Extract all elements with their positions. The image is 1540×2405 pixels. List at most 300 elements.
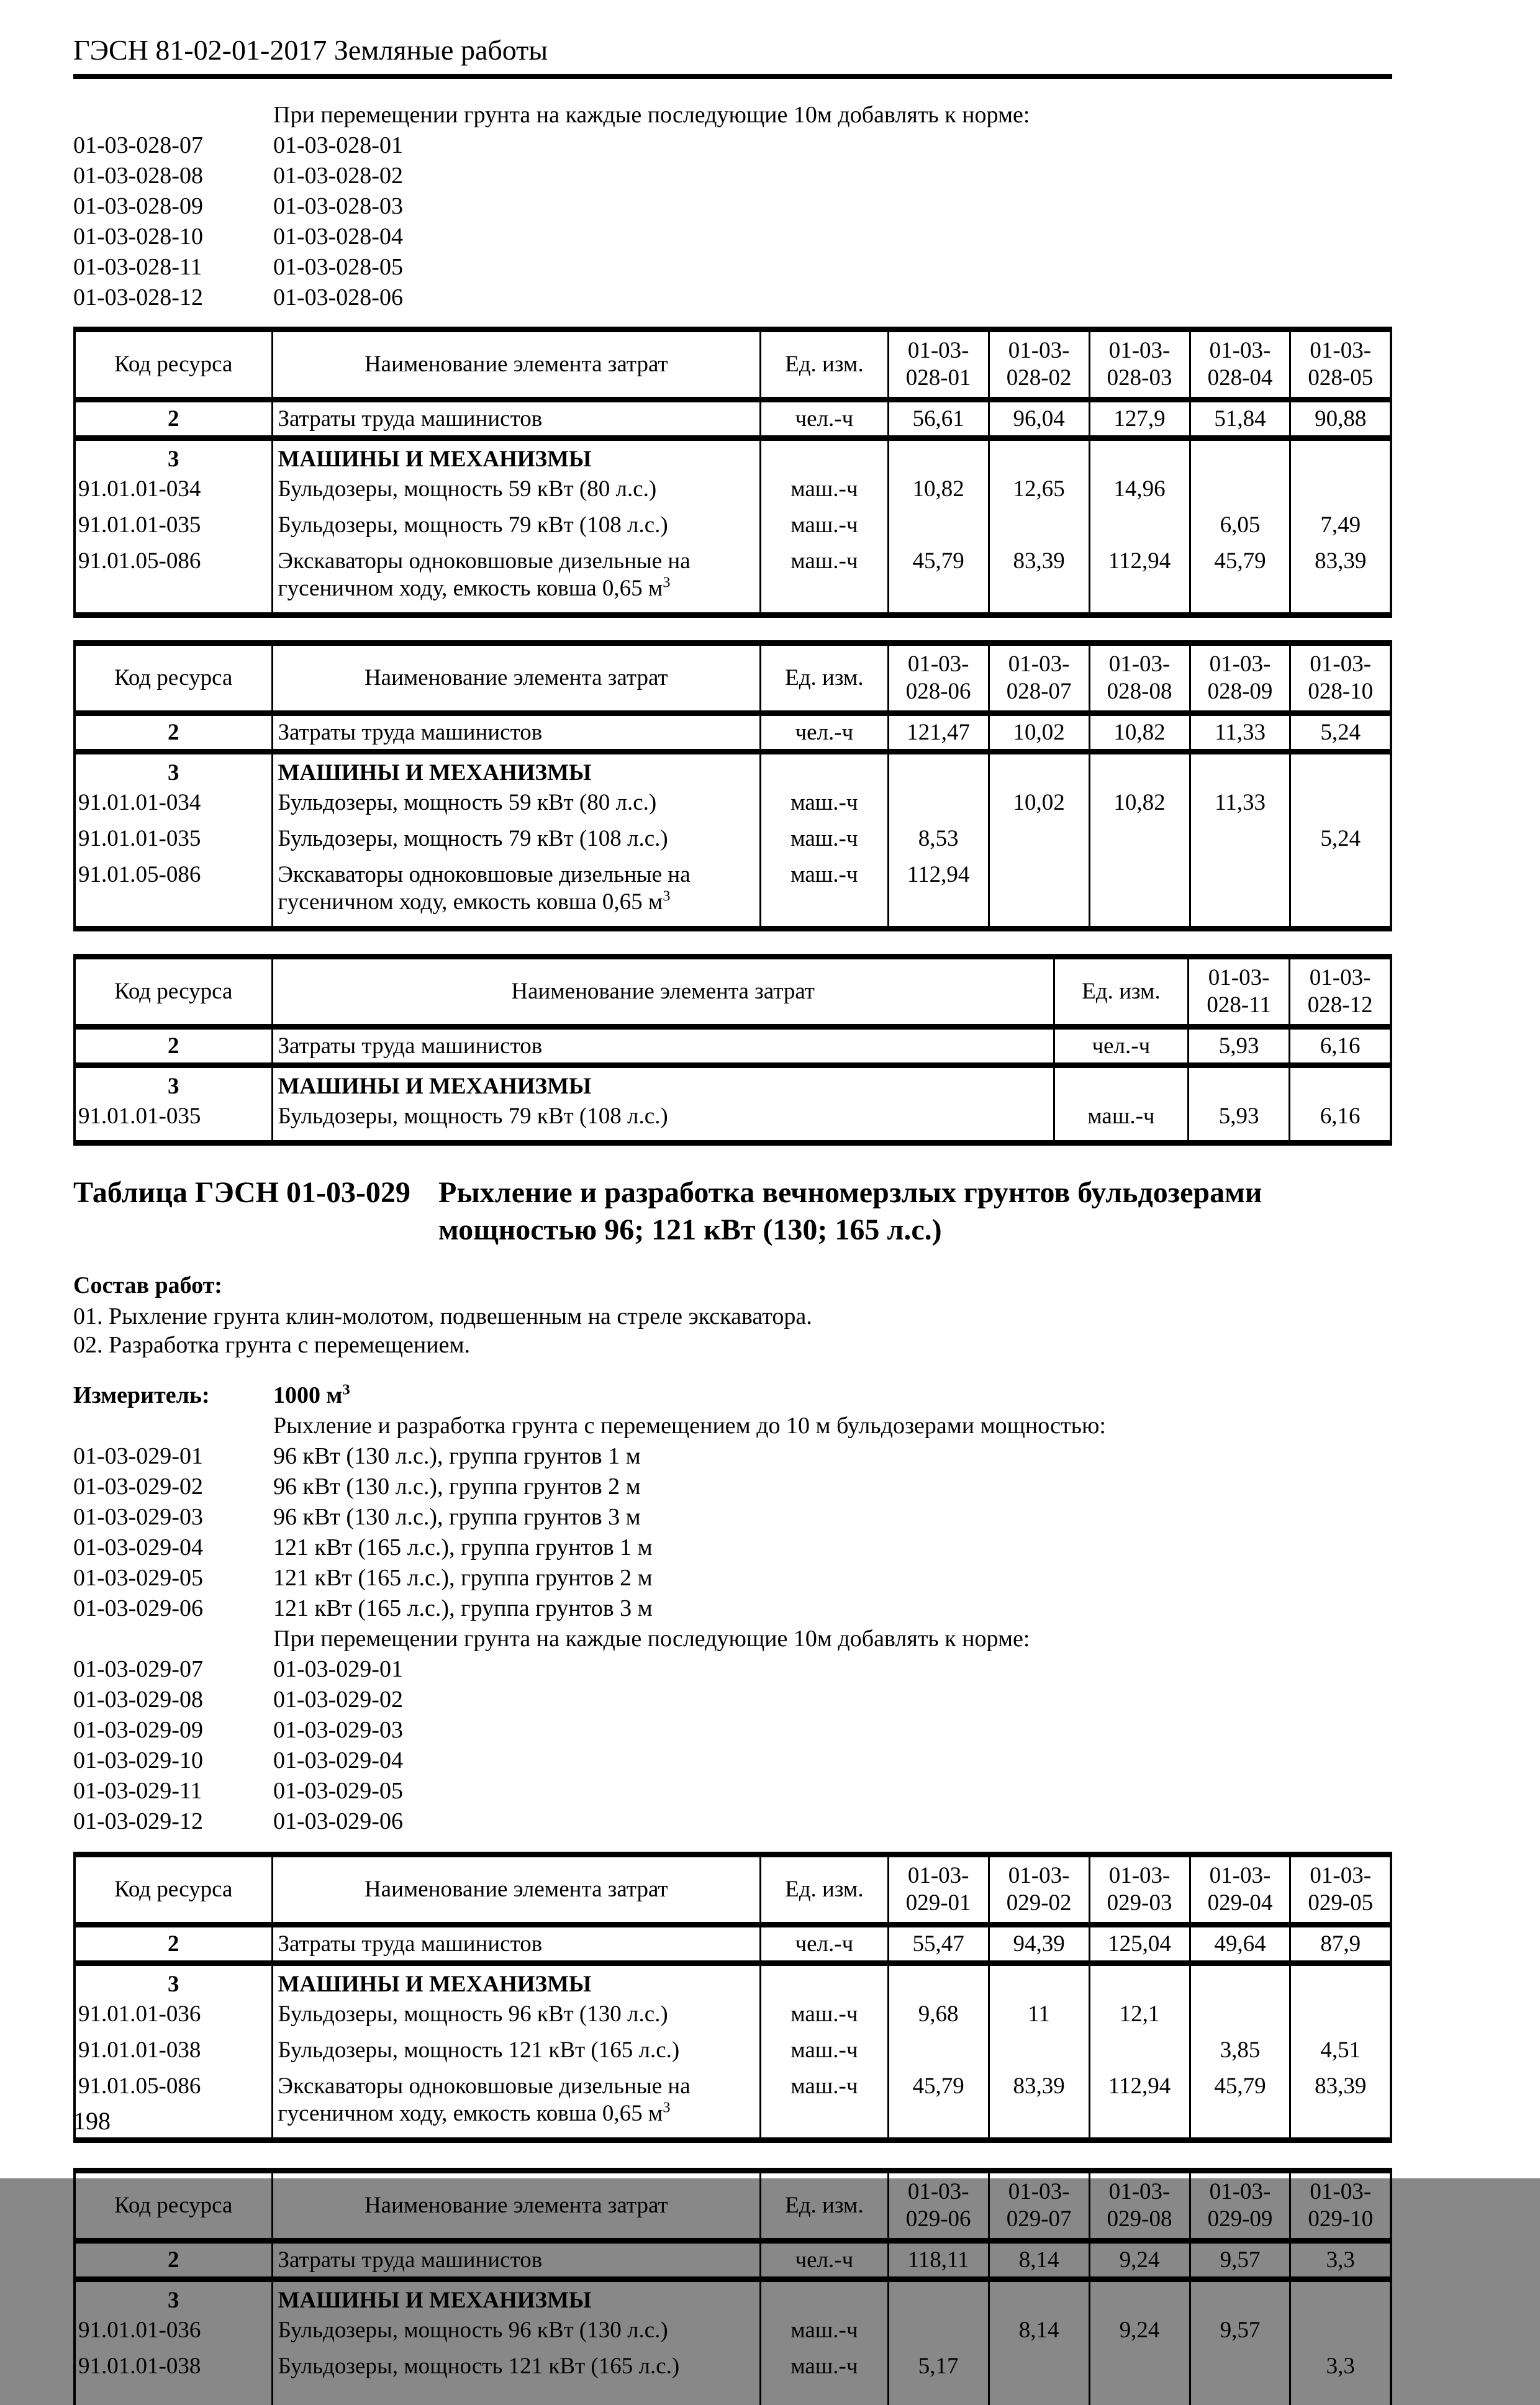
table-029-01-05 xyxy=(73,1852,1392,2143)
norm-code-line: 01-03- xyxy=(1008,651,1070,677)
norm-value xyxy=(1190,823,1290,859)
unit-of-measure xyxy=(761,1963,889,1999)
norm-value: 10,82 xyxy=(888,473,989,509)
norm-value xyxy=(1190,438,1290,474)
pair-desc-right: При перемещении грунта на каждые последующие 10м добавлять к норме: xyxy=(273,1626,1030,1652)
norm-code-line: 029-04 xyxy=(1207,1890,1273,1916)
norm-value: 5,93 xyxy=(1189,1027,1290,1066)
norm-value xyxy=(888,509,989,545)
title-line-1: Рыхление и разработка вечномерзлых грунтов бульдозерами xyxy=(438,1176,1262,1209)
col-header-unit: Ед. изм. xyxy=(1054,957,1188,1027)
unit-of-measure: чел.-ч xyxy=(761,2241,889,2280)
col-header-norm-code xyxy=(1290,1855,1391,1925)
norm-code-line: 029-05 xyxy=(1308,1890,1374,1916)
pair-desc-right: При перемещении грунта на каждые последующие 10м добавлять к норме: xyxy=(273,102,1030,128)
col-header-norm-code xyxy=(1290,643,1391,713)
code-pair-row xyxy=(73,1472,1392,1502)
norm-value: 45,79 xyxy=(1190,545,1290,615)
cost-element-name: МАШИНЫ И МЕХАНИЗМЫ xyxy=(272,2280,761,2315)
section-row xyxy=(75,1066,1391,1101)
unit-of-measure: маш.-ч xyxy=(761,2314,889,2350)
resource-code: 3 xyxy=(75,438,272,474)
code-pair-row xyxy=(73,191,1392,222)
col-header-unit: Ед. изм. xyxy=(761,2171,889,2241)
norm-code-line: 029-10 xyxy=(1308,2206,1374,2232)
norm-value xyxy=(989,2350,1089,2405)
code-pair-row xyxy=(73,1563,1392,1593)
page-number: 198 xyxy=(73,2107,111,2135)
measure-value-text: 1000 м xyxy=(273,1382,343,1408)
col-header-norm-code xyxy=(1290,2171,1391,2241)
norm-value: 3,3 xyxy=(1290,2241,1391,2280)
norm-value xyxy=(888,2034,989,2070)
superscript: 3 xyxy=(663,574,671,591)
cost-element-name: МАШИНЫ И МЕХАНИЗМЫ xyxy=(272,1963,761,1999)
resource-code: 3 xyxy=(75,2280,272,2315)
pair-code-left: 01-03-029-08 xyxy=(73,1687,203,1713)
norm-value xyxy=(1290,1066,1391,1101)
table-029-number: Таблица ГЭСН 01-03-029 xyxy=(73,1176,410,1209)
norm-value xyxy=(1290,473,1391,509)
pair-code-left: 01-03-029-09 xyxy=(73,1717,203,1743)
machine-row xyxy=(75,823,1391,859)
pair-code-left: 01-03-028-08 xyxy=(73,163,203,189)
machine-row xyxy=(75,1100,1391,1143)
unit-of-measure: маш.-ч xyxy=(761,1998,889,2034)
norm-code-line: 01-03- xyxy=(1310,338,1372,363)
pair-code-left: 01-03-029-03 xyxy=(73,1504,203,1530)
norm-code-line: 028-05 xyxy=(1308,365,1374,391)
norm-value: 8,53 xyxy=(888,823,989,859)
col-header-name: Наименование элемента затрат xyxy=(272,643,761,713)
unit-of-measure: чел.-ч xyxy=(1054,1027,1188,1066)
table-029-title xyxy=(438,1174,1392,1249)
table-028-06-10 xyxy=(73,640,1392,931)
pair-desc-right: 01-03-028-03 xyxy=(273,193,403,219)
norm-code-line: 029-03 xyxy=(1107,1890,1172,1916)
machine-row xyxy=(75,1998,1391,2034)
header-rule xyxy=(73,74,1392,79)
unit-of-measure: маш.-ч xyxy=(761,509,889,545)
col-header-norm-code xyxy=(888,1855,989,1925)
col-header-norm-code xyxy=(1089,2171,1190,2241)
norm-code-line: 029-08 xyxy=(1107,2206,1172,2232)
norm-value xyxy=(989,438,1089,474)
cost-element-name: Бульдозеры, мощность 121 кВт (165 л.с.) xyxy=(272,2034,761,2070)
norm-value xyxy=(1089,2350,1190,2405)
col-header-code: Код ресурса xyxy=(75,957,272,1027)
resource-code: 91.01.01-035 xyxy=(75,1100,272,1143)
norm-value xyxy=(1290,787,1391,823)
col-header-norm-code xyxy=(888,330,989,400)
norm-code-line: 01-03- xyxy=(907,651,969,677)
norm-code-line: 029-06 xyxy=(905,2206,971,2232)
norm-value: 8,14 xyxy=(989,2314,1089,2350)
norm-value: 8,14 xyxy=(989,2241,1089,2280)
pair-desc-right: 01-03-029-06 xyxy=(273,1808,403,1834)
pair-code-left: 01-03-029-10 xyxy=(73,1747,203,1773)
work-composition xyxy=(73,1271,1392,1359)
page-content xyxy=(73,0,1392,2405)
norm-code-line: 01-03- xyxy=(1310,1863,1372,1888)
norm-value: 10,02 xyxy=(989,713,1089,752)
unit-of-measure: маш.-ч xyxy=(761,859,889,929)
norm-value xyxy=(888,1963,989,1999)
col-header-code: Код ресурса xyxy=(75,2171,272,2241)
cost-element-name: Затраты труда машинистов xyxy=(272,1027,1054,1066)
col-header-norm-code xyxy=(989,330,1089,400)
norm-value: 9,24 xyxy=(1089,2241,1190,2280)
norm-value: 3,3 xyxy=(1290,2350,1391,2405)
col-header-norm-code xyxy=(1089,1855,1190,1925)
norm-value: 121,47 xyxy=(888,713,989,752)
norm-value: 6,05 xyxy=(1190,509,1290,545)
col-header-norm-code xyxy=(1190,2171,1290,2241)
norm-value: 112,94 xyxy=(1089,2070,1190,2140)
norm-value xyxy=(1190,1963,1290,1999)
machine-row xyxy=(75,787,1391,823)
norm-value: 127,9 xyxy=(1089,400,1190,438)
norm-value xyxy=(1190,752,1290,787)
norm-value xyxy=(1089,859,1190,929)
norm-value: 83,39 xyxy=(989,2070,1089,2140)
norm-value: 118,11 xyxy=(888,2241,989,2280)
measure-row xyxy=(73,1380,1392,1411)
code-pair-row xyxy=(73,1776,1392,1806)
col-header-norm-code xyxy=(989,1855,1089,1925)
pair-code-left: 01-03-029-04 xyxy=(73,1534,203,1560)
norm-code-line: 028-01 xyxy=(905,365,971,391)
norm-value: 55,47 xyxy=(888,1925,989,1963)
norm-value: 49,64 xyxy=(1190,1925,1290,1963)
norm-value xyxy=(1089,1963,1190,1999)
norm-value xyxy=(1290,859,1391,929)
cost-element-name: Бульдозеры, мощность 96 кВт (130 л.с.) xyxy=(272,2314,761,2350)
list-note-row xyxy=(73,100,1392,130)
cost-element-name: Бульдозеры, мощность 59 кВт (80 л.с.) xyxy=(272,787,761,823)
table-header-row xyxy=(75,330,1391,400)
table-029-heading xyxy=(73,1174,1392,1249)
norm-value xyxy=(1089,2034,1190,2070)
resource-code: 91.01.05-086 xyxy=(75,545,272,615)
code-pair-row xyxy=(73,1441,1392,1472)
pair-code-left: 01-03-029-01 xyxy=(73,1443,203,1469)
col-header-code: Код ресурса xyxy=(75,1855,272,1925)
norm-value xyxy=(989,752,1089,787)
col-header-name: Наименование элемента затрат xyxy=(272,1855,761,1925)
norm-code-line: 01-03- xyxy=(1209,1863,1271,1888)
pair-desc-right: 01-03-028-04 xyxy=(273,224,403,250)
norm-code-line: 01-03- xyxy=(907,2179,969,2204)
resource-code: 3 xyxy=(75,1963,272,1999)
resource-code: 91.01.01-036 xyxy=(75,1998,272,2034)
norm-value: 45,79 xyxy=(1190,2070,1290,2140)
norm-value: 11 xyxy=(989,1998,1089,2034)
norm-value xyxy=(1290,752,1391,787)
labor-row xyxy=(75,713,1391,752)
norm-code-line: 01-03- xyxy=(1008,338,1070,363)
resource-code: 91.01.05-086 xyxy=(75,859,272,929)
pair-code-left: 01-03-028-10 xyxy=(73,224,203,250)
cost-element-name: Бульдозеры, мощность 96 кВт (130 л.с.) xyxy=(272,1998,761,2034)
norm-value: 6,16 xyxy=(1290,1027,1391,1066)
norm-value: 10,02 xyxy=(989,787,1089,823)
norm-code-line: 01-03- xyxy=(1108,1863,1171,1888)
norm-value: 5,17 xyxy=(888,2350,989,2405)
norm-code-line: 028-09 xyxy=(1207,679,1273,704)
col-header-unit: Ед. изм. xyxy=(761,330,889,400)
norm-value: 12,65 xyxy=(989,473,1089,509)
labor-row xyxy=(75,1027,1391,1066)
pair-code-left: 01-03-028-11 xyxy=(73,254,202,280)
superscript: 3 xyxy=(663,2099,671,2116)
unit-of-measure: маш.-ч xyxy=(761,787,889,823)
resource-code: 2 xyxy=(75,1925,272,1963)
norm-value xyxy=(1290,2314,1391,2350)
unit-of-measure: маш.-ч xyxy=(761,545,889,615)
resource-code: 91.01.01-035 xyxy=(75,823,272,859)
norm-value: 7,49 xyxy=(1290,509,1391,545)
norm-value: 9,24 xyxy=(1089,2314,1190,2350)
pair-code-left: 01-03-028-09 xyxy=(73,193,203,219)
norm-value xyxy=(1190,2350,1290,2405)
machine-row xyxy=(75,859,1391,929)
labor-row xyxy=(75,2241,1391,2280)
pair-desc-right: 01-03-028-01 xyxy=(273,132,403,158)
col-header-norm-code xyxy=(888,2171,989,2241)
norm-code-line: 01-03- xyxy=(1108,2179,1171,2204)
code-pair-row xyxy=(73,130,1392,161)
machine-row xyxy=(75,473,1391,509)
norm-list-029 xyxy=(73,1411,1392,1837)
superscript: 3 xyxy=(663,888,671,905)
table-header-row xyxy=(75,957,1391,1027)
cost-element-name: Бульдозеры, мощность 79 кВт (108 л.с.) xyxy=(272,823,761,859)
cost-table xyxy=(73,954,1392,1146)
resource-code: 2 xyxy=(75,1027,272,1066)
norm-value xyxy=(888,2280,989,2315)
table-header-row xyxy=(75,2171,1391,2241)
resource-code: 91.01.01-038 xyxy=(75,2034,272,2070)
norm-code-line: 01-03- xyxy=(1310,651,1372,677)
pair-desc-right: Рыхление и разработка грунта с перемещением до 10 м бульдозерами мощностью: xyxy=(273,1413,1106,1439)
pair-code-left: 01-03-029-12 xyxy=(73,1808,203,1834)
norm-value: 51,84 xyxy=(1190,400,1290,438)
cost-element-name: Бульдозеры, мощность 59 кВт (80 л.с.) xyxy=(272,473,761,509)
norm-value xyxy=(1089,509,1190,545)
pair-desc-right: 01-03-029-02 xyxy=(273,1687,403,1713)
cost-element-name: МАШИНЫ И МЕХАНИЗМЫ xyxy=(272,752,761,787)
pair-desc-right: 01-03-028-02 xyxy=(273,163,403,189)
norm-code-line: 028-03 xyxy=(1107,365,1172,391)
pair-code-left: 01-03-029-06 xyxy=(73,1595,203,1621)
norm-code-line: 01-03- xyxy=(1309,965,1371,990)
list-note-row xyxy=(73,1411,1392,1441)
cost-element-name: Затраты труда машинистов xyxy=(272,400,761,438)
norm-value xyxy=(1190,859,1290,929)
col-header-norm-code xyxy=(1290,957,1391,1027)
cost-element-name: МАШИНЫ И МЕХАНИЗМЫ xyxy=(272,1066,1054,1101)
pair-code-left: 01-03-029-02 xyxy=(73,1474,203,1500)
pair-desc-right: 01-03-029-03 xyxy=(273,1717,403,1743)
cost-element-name: Бульдозеры, мощность 79 кВт (108 л.с.) xyxy=(272,1100,1054,1143)
work-item-1: 01. Рыхление грунта клин-молотом, подвешенным на стреле экскаватора. xyxy=(73,1303,812,1329)
col-header-norm-code xyxy=(1089,643,1190,713)
col-header-code: Код ресурса xyxy=(75,330,272,400)
unit-of-measure: маш.-ч xyxy=(761,2070,889,2140)
norm-value xyxy=(989,823,1089,859)
col-header-code: Код ресурса xyxy=(75,643,272,713)
norm-value xyxy=(1190,1998,1290,2034)
pair-desc-right: 96 кВт (130 л.с.), группа грунтов 3 м xyxy=(273,1504,641,1530)
cost-element-name: Экскаваторы одноковшовые дизельные на гусеничном ходу, емкость ковша 0,65 $м^3$ xyxy=(272,545,761,615)
norm-value: 5,24 xyxy=(1290,823,1391,859)
unit-of-measure: маш.-ч xyxy=(1054,1100,1188,1143)
pair-desc-right: 01-03-028-06 xyxy=(273,284,403,310)
code-pair-row xyxy=(73,252,1392,283)
pair-desc-right: 01-03-029-05 xyxy=(273,1778,403,1804)
pair-desc-right: 96 кВт (130 л.с.), группа грунтов 2 м xyxy=(273,1474,641,1500)
unit-of-measure: чел.-ч xyxy=(761,400,889,438)
cost-table xyxy=(73,640,1392,931)
resource-code: 91.01.01-038 xyxy=(75,2350,272,2405)
code-pair-row xyxy=(73,1715,1392,1746)
norm-value: 90,88 xyxy=(1290,400,1391,438)
norm-value: 5,93 xyxy=(1189,1100,1290,1143)
norm-value xyxy=(888,2314,989,2350)
norm-code-line: 01-03- xyxy=(1108,651,1171,677)
norm-code-line: 01-03- xyxy=(1209,2179,1271,2204)
table-header-row xyxy=(75,643,1391,713)
norm-value: 9,68 xyxy=(888,1998,989,2034)
norm-value xyxy=(1190,473,1290,509)
title-line-2: мощностью 96; 121 кВт (130; 165 л.с.) xyxy=(438,1213,942,1246)
norm-value xyxy=(1089,752,1190,787)
col-header-norm-code xyxy=(1190,1855,1290,1925)
pair-code-left: 01-03-028-07 xyxy=(73,132,203,158)
pair-code-left: 01-03-029-07 xyxy=(73,1656,203,1682)
cost-table xyxy=(73,1852,1392,2143)
code-pair-row xyxy=(73,1502,1392,1533)
norm-value: 56,61 xyxy=(888,400,989,438)
norm-value xyxy=(1290,1963,1391,1999)
norm-value xyxy=(1290,2280,1391,2315)
pair-desc-right: 01-03-029-04 xyxy=(273,1747,403,1773)
resource-code: 2 xyxy=(75,2241,272,2280)
section-row xyxy=(75,438,1391,474)
norm-value: 87,9 xyxy=(1290,1925,1391,1963)
norm-value xyxy=(1089,823,1190,859)
norm-value: 10,82 xyxy=(1089,787,1190,823)
measure-label: Измеритель: xyxy=(73,1382,210,1408)
unit-of-measure: чел.-ч xyxy=(761,1925,889,1963)
norm-value: 9,57 xyxy=(1190,2314,1290,2350)
norm-value xyxy=(989,1963,1089,1999)
unit-of-measure: маш.-ч xyxy=(761,473,889,509)
norm-code-line: 028-06 xyxy=(905,679,971,704)
pair-desc-right: 96 кВт (130 л.с.), группа грунтов 1 м xyxy=(273,1443,641,1469)
norm-code-line: 028-10 xyxy=(1308,679,1374,704)
pair-code-left xyxy=(73,100,273,130)
code-pair-row xyxy=(73,1593,1392,1624)
pair-code-left: 01-03-029-05 xyxy=(73,1565,203,1591)
col-header-norm-code xyxy=(1290,330,1391,400)
unit-of-measure: маш.-ч xyxy=(761,2034,889,2070)
norm-code-line: 01-03- xyxy=(1209,338,1271,363)
norm-code-line: 028-11 xyxy=(1207,992,1271,1018)
pair-desc-right: 01-03-029-01 xyxy=(273,1656,403,1682)
norm-code-line: 029-07 xyxy=(1006,2206,1072,2232)
norm-value xyxy=(1290,438,1391,474)
norm-value: 112,94 xyxy=(1089,545,1190,615)
cost-element-name: Бульдозеры, мощность 79 кВт (108 л.с.) xyxy=(272,509,761,545)
table-028-11-12 xyxy=(73,954,1392,1146)
resource-code: 2 xyxy=(75,400,272,438)
code-pair-row xyxy=(73,222,1392,252)
norm-code-line: 01-03- xyxy=(907,1863,969,1888)
norm-value xyxy=(1089,2280,1190,2315)
norm-value: 5,24 xyxy=(1290,713,1391,752)
norm-value xyxy=(1089,438,1190,474)
machine-row xyxy=(75,2034,1391,2070)
col-header-name: Наименование элемента затрат xyxy=(272,2171,761,2241)
unit-of-measure xyxy=(761,438,889,474)
resource-code: 91.01.01-035 xyxy=(75,509,272,545)
machine-row xyxy=(75,2070,1391,2140)
norm-value: 96,04 xyxy=(989,400,1089,438)
unit-of-measure: маш.-ч xyxy=(761,823,889,859)
section-row xyxy=(75,2280,1391,2315)
norm-code-line: 01-03- xyxy=(1008,1863,1070,1888)
code-pair-row xyxy=(73,1685,1392,1715)
norm-value: 4,51 xyxy=(1290,2034,1391,2070)
norm-code-line: 01-03- xyxy=(907,338,969,363)
norm-value: 94,39 xyxy=(989,1925,1089,1963)
labor-row xyxy=(75,1925,1391,1963)
resource-code: 91.01.01-034 xyxy=(75,787,272,823)
norm-code-line: 029-09 xyxy=(1207,2206,1273,2232)
unit-of-measure xyxy=(761,752,889,787)
measure-value xyxy=(273,1380,1392,1411)
col-header-unit: Ед. изм. xyxy=(761,1855,889,1925)
cost-element-name: Затраты труда машинистов xyxy=(272,713,761,752)
norm-value: 45,79 xyxy=(888,545,989,615)
machine-row xyxy=(75,2350,1391,2405)
work-item-2: 02. Разработка грунта с перемещением. xyxy=(73,1332,470,1358)
pair-desc-right: 121 кВт (165 л.с.), группа грунтов 1 м xyxy=(273,1534,653,1560)
norm-value: 112,94 xyxy=(888,859,989,929)
norm-value: 83,39 xyxy=(1290,2070,1391,2140)
norm-value: 125,04 xyxy=(1089,1925,1190,1963)
table-029-06-10 xyxy=(73,2168,1392,2405)
cost-element-name: Экскаваторы одноковшовые дизельные на гусеничном ходу, емкость ковша 0,65 $м^3$ xyxy=(272,2070,761,2140)
cost-element-name: МАШИНЫ И МЕХАНИЗМЫ xyxy=(272,438,761,474)
code-pair-row xyxy=(73,1806,1392,1837)
pair-desc-right: 01-03-028-05 xyxy=(273,254,403,280)
unit-of-measure xyxy=(1054,1066,1188,1101)
norm-code-line: 029-01 xyxy=(905,1890,971,1916)
norm-value: 83,39 xyxy=(989,545,1089,615)
norm-addition-list-028 xyxy=(73,100,1392,313)
col-header-name: Наименование элемента затрат xyxy=(272,957,1054,1027)
norm-code-line: 028-04 xyxy=(1207,365,1273,391)
norm-code-line: 01-03- xyxy=(1209,651,1271,677)
norm-value xyxy=(1190,2280,1290,2315)
cost-element-name: Бульдозеры, мощность 121 кВт (165 л.с.) xyxy=(272,2350,761,2405)
labor-row xyxy=(75,400,1391,438)
norm-value xyxy=(989,509,1089,545)
norm-value: 9,57 xyxy=(1190,2241,1290,2280)
